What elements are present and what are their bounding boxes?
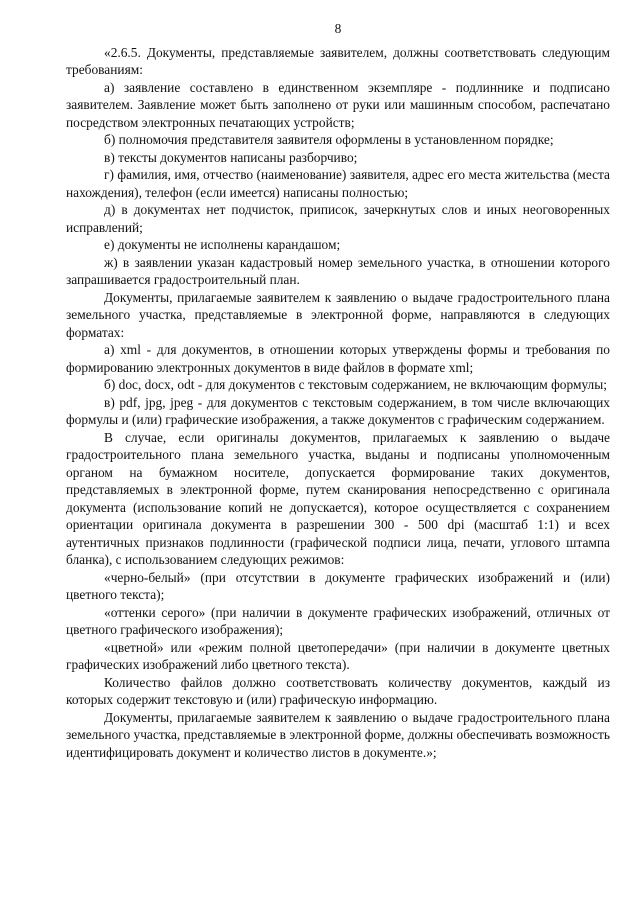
paragraph-requirement-d: д) в документах нет подчисток, приписок, зачеркнутых слов и иных неоговоренных исправлений; (66, 202, 610, 235)
paragraph-identification: Документы, прилагаемые заявителем к заявлению о выдаче градостроительного плана земельного участка, представляемые в электронной форме, должны обеспечивать возможность идентифицировать документ и количество листов в документе.»; (66, 709, 610, 760)
paragraph-requirement-e: е) документы не исполнены карандашом; (104, 237, 341, 252)
paragraph-format-doc: б) doc, docx, odt - для документов с текстовым содержанием, не включающим формулы; (104, 377, 607, 392)
paragraph-mode-color: «цветной» или «режим полной цветопередачи» (при наличии в документе цветных графических изображений либо цветного текста). (66, 639, 610, 672)
paragraph-scanning: В случае, если оригиналы документов, прилагаемых к заявлению о выдаче градостроительного плана земельного участка, выданы и подписаны уполномоченным органом на бумажном носителе, допускается формирование таких документов, представляемых в электронной форме, путем сканирования непосредственно с оригинала документа (использование копий не допускается), которое осуществляется с сохранением ориентации оригинала документа в разрешении 300 - 500 dpi (масштаб 1:1) и всех аутентичных признаков подлинности (графической подписи лица, печати, углового штампа бланка), с использованием следующих режимов: (66, 429, 610, 567)
page-number: 8 (334, 21, 342, 36)
paragraph-mode-bw: «черно-белый» (при отсутствии в документе графических изображений и (или) цветного текста); (66, 569, 610, 602)
paragraph-requirement-zh: ж) в заявлении указан кадастровый номер земельного участка, в отношении которого запрашивается градостроительный план. (66, 254, 610, 287)
paragraph-requirement-b: б) полномочия представителя заявителя оформлены в установленном порядке; (104, 132, 554, 147)
paragraph-format-xml: а) xml - для документов, в отношении которых утверждены формы и требования по формированию электронных документов в виде файлов в формате xml; (66, 342, 610, 375)
paragraph-2-6-5: «2.6.5. Документы, представляемые заявителем, должны соответствовать следующим требованиям: (66, 44, 610, 77)
paragraph-file-count: Количество файлов должно соответствовать количеству документов, каждый из которых содержит текстовую и (или) графическую информацию. (66, 674, 610, 707)
paragraph-mode-grayscale: «оттенки серого» (при наличии в документе графических изображений, отличных от цветного графического изображения); (66, 604, 610, 637)
paragraph-electronic-formats: Документы, прилагаемые заявителем к заявлению о выдаче градостроительного плана земельного участка, представляемые в электронной форме, направляются в следующих форматах: (66, 289, 610, 340)
paragraph-requirement-a: а) заявление составлено в единственном экземпляре - подлиннике и подписано заявителем. Заявление может быть заполнено от руки или машинным способом, распечатано посредством электронных печатающих устройств; (66, 79, 610, 130)
paragraph-requirement-g: г) фамилия, имя, отчество (наименование) заявителя, адрес его места жительства (места нахождения), телефон (если имеется) написаны полностью; (66, 167, 610, 200)
paragraph-format-pdf: в) pdf, jpg, jpeg - для документов с текстовым содержанием, в том числе включающих формулы и (или) графические изображения, а также документов с графическим содержанием. (66, 394, 610, 427)
paragraph-requirement-v: в) тексты документов написаны разборчиво; (104, 149, 358, 165)
